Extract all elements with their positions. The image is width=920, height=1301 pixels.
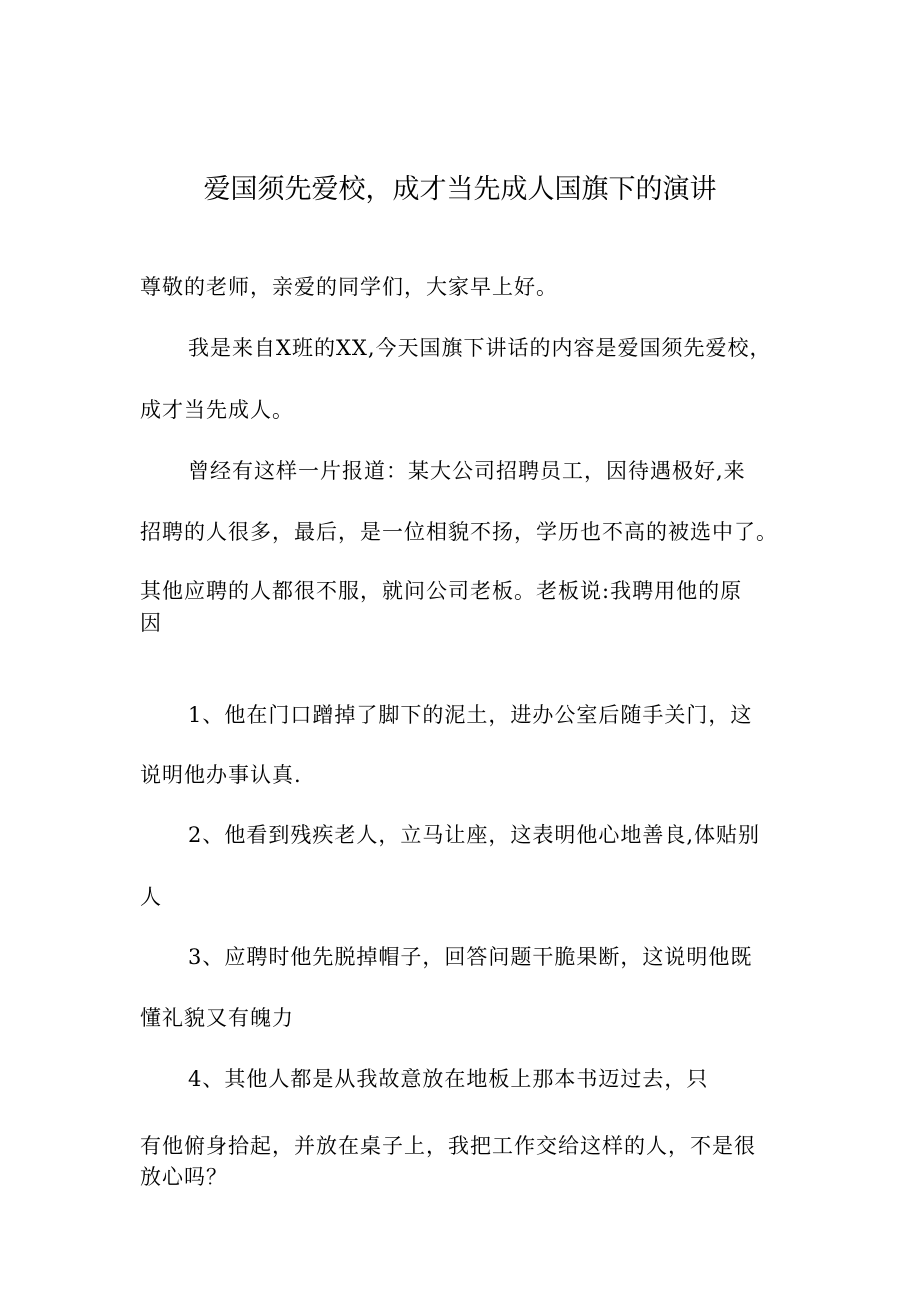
text-line-reason-4: 4、其他人都是从我故意放在地板上那本书迈过去，只: [188, 1067, 709, 1091]
text-line-reason-1: 1、他在门口蹭掉了脚下的泥土，进办公室后随手关门，这: [188, 703, 753, 727]
text-line-intro-cont: 成才当先成人。: [140, 398, 294, 422]
text-line-intro: 我是来自X班的XX,今天国旗下讲话的内容是爱国须先爱校，: [188, 336, 772, 360]
text-line-reason-1-cont: 说明他办事认真.: [140, 763, 302, 787]
document-title: 爱国须先爱校，成才当先成人国旗下的演讲: [203, 174, 717, 205]
text-line-reason-3: 3、应聘时他先脱掉帽子，回答问题干脆果断，这说明他既: [188, 945, 753, 969]
text-line-reason-4-cont: 有他俯身拾起，并放在桌子上，我把工作交给这样的人，不是很: [140, 1134, 756, 1158]
text-line-greeting: 尊敬的老师，亲爱的同学们，大家早上好。: [140, 275, 558, 299]
text-line-reason-4-end: 放心吗？: [140, 1165, 228, 1189]
text-line-story: 曾经有这样一片报道：某大公司招聘员工，因待遇极好,来: [188, 459, 746, 483]
text-line-reason-3-cont: 懂礼貌又有魄力: [140, 1006, 294, 1030]
text-line-reason-2: 2、他看到残疾老人，立马让座，这表明他心地善良,体贴别: [188, 823, 761, 847]
text-line-story-2: 招聘的人很多，最后，是一位相貌不扬，学历也不高的被选中了。: [140, 520, 778, 544]
text-line-story-3: 其他应聘的人都很不服，就问公司老板。老板说:我聘用他的原: [140, 579, 743, 603]
text-line-story-4: 因: [140, 611, 162, 635]
text-line-reason-2-cont: 人: [140, 885, 162, 909]
